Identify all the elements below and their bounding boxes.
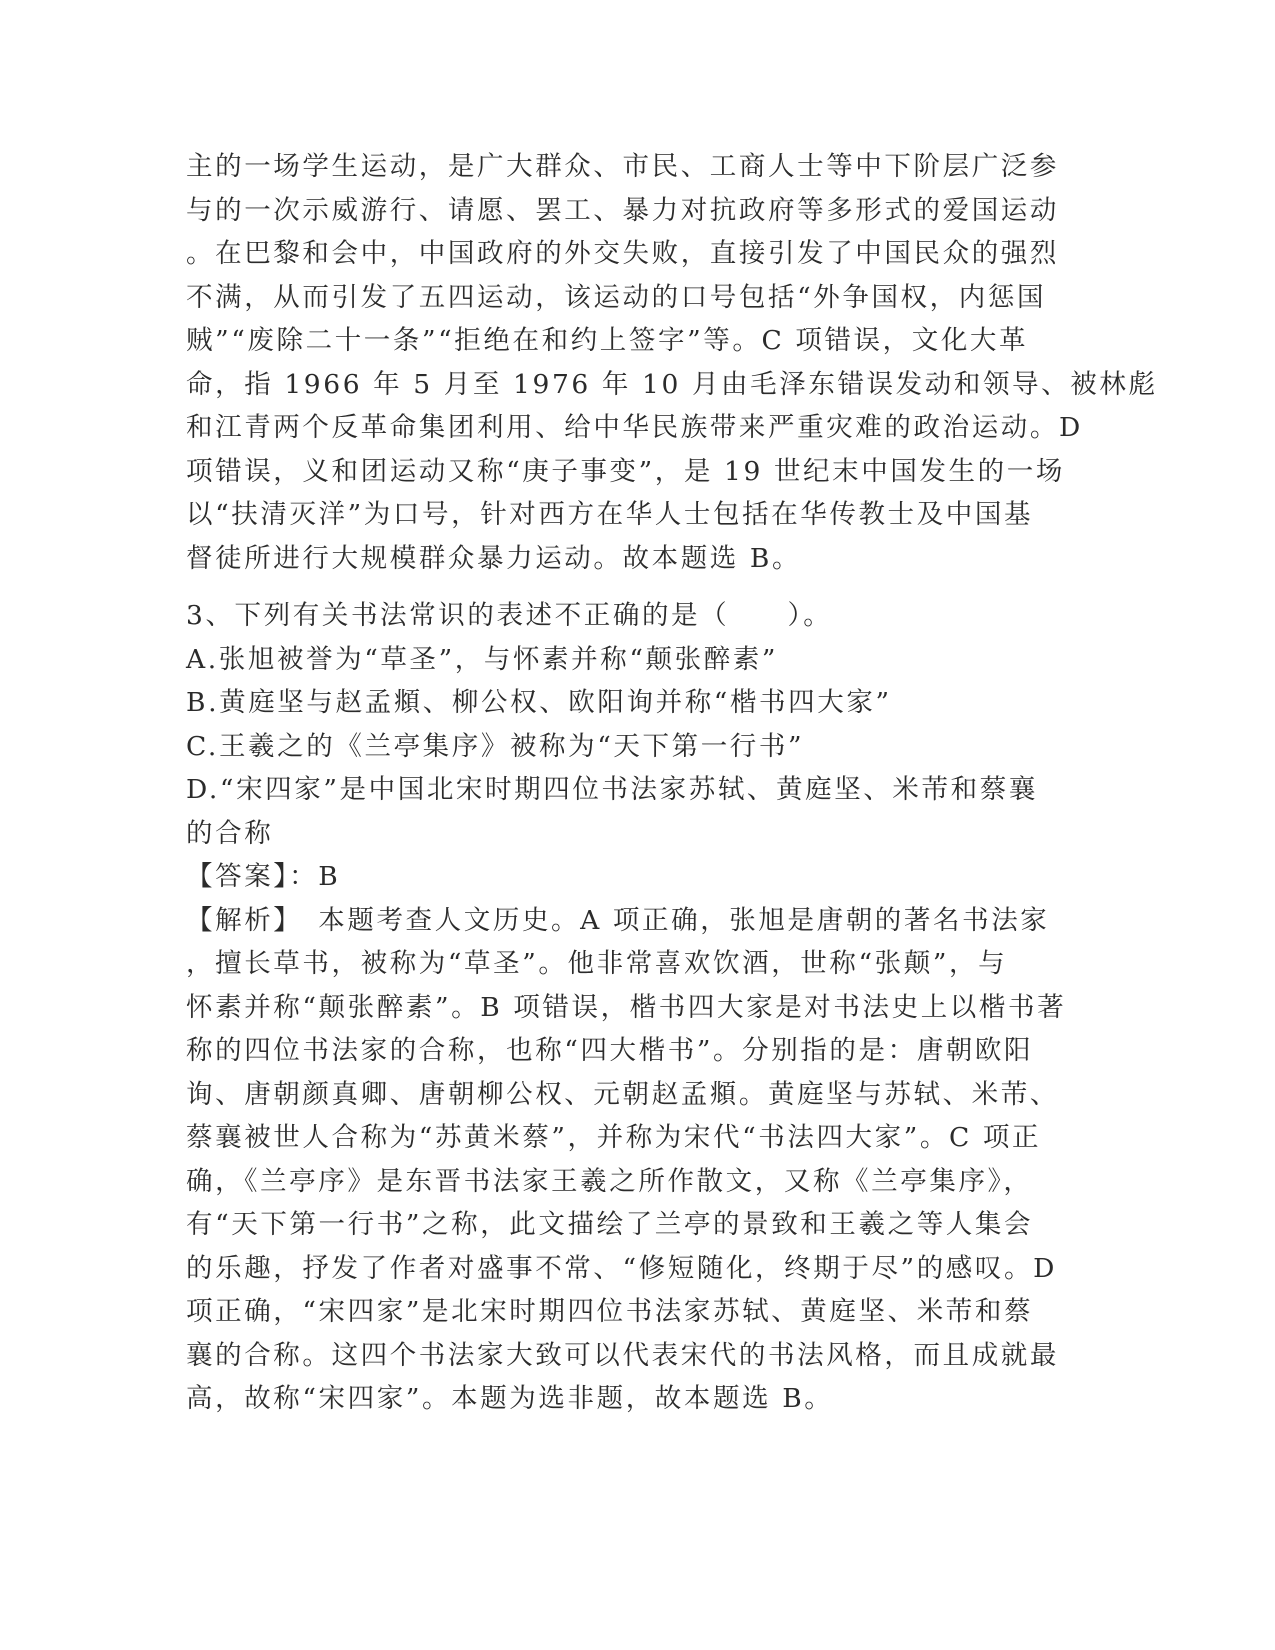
analysis-line: 询、唐朝颜真卿、唐朝柳公权、元朝赵孟頫。黄庭坚与苏轼、米芾、 xyxy=(186,1078,1059,1110)
analysis-line: 怀素并称“颠张醉素”。B 项错误，楷书四大家是对书法史上以楷书著 xyxy=(186,991,1067,1023)
analysis-line: 项正确，“宋四家”是北宋时期四位书法家苏轼、黄庭坚、米芾和蔡 xyxy=(186,1296,1034,1327)
answer-line: 【答案】：B xyxy=(186,861,341,892)
option-d: D.“宋四家”是中国北宋时期四位书法家苏轼、黄庭坚、米芾和蔡襄 xyxy=(186,774,1038,805)
document-page xyxy=(186,145,1158,1421)
previous-explanation xyxy=(186,145,1158,580)
analysis-line: 【解析】 本题考查人文历史。A 项正确，张旭是唐朝的著名书法家 xyxy=(186,904,1050,936)
text-line: 命，指 1966 年 5 月至 1976 年 10 月由毛泽东错误发动和领导、被林彪 xyxy=(186,368,1158,400)
text-line: 以“扶清灭洋”为口号，针对西方在华人士包括在华传教士及中国基 xyxy=(186,499,1034,530)
analysis-line: 有“天下第一行书”之称，此文描绘了兰亭的景致和王羲之等人集会 xyxy=(186,1209,1034,1240)
text-line: 主的一场学生运动，是广大群众、市民、工商人士等中下阶层广泛参 xyxy=(186,151,1059,182)
analysis-line: 蔡襄被世人合称为“苏黄米蔡”，并称为宋代“书法四大家”。C 项正 xyxy=(186,1122,1042,1153)
text-line: 。在巴黎和会中，中国政府的外交失败，直接引发了中国民众的强烈 xyxy=(186,238,1059,269)
text-line: 督徒所进行大规模群众暴力运动。故本题选 B。 xyxy=(186,542,802,574)
text-line: 和江青两个反革命集团利用、给中华民族带来严重灾难的政治运动。D xyxy=(186,412,1083,443)
text-line: 项错误，义和团运动又称“庚子事变”，是 19 世纪末中国发生的一场 xyxy=(186,455,1065,487)
option-c: C.王羲之的《兰亭集序》被称为“天下第一行书” xyxy=(186,730,805,762)
question-stem: 3、下列有关书法常识的表述不正确的是（ ）。 xyxy=(186,600,833,631)
text-line: 与的一次示威游行、请愿、罢工、暴力对抗政府等多形式的爱国运动 xyxy=(186,194,1059,226)
analysis-line: 的乐趣，抒发了作者对盛事不常、“修短随化，终期于尽”的感叹。D xyxy=(186,1252,1057,1284)
option-b: B.黄庭坚与赵孟頫、柳公权、欧阳询并称“楷书四大家” xyxy=(186,687,892,718)
text-line: 不满，从而引发了五四运动，该运动的口号包括“外争国权，内惩国 xyxy=(186,281,1047,313)
analysis-line: 高，故称“宋四家”。本题为选非题，故本题选 B。 xyxy=(186,1383,834,1414)
option-a: A.张旭被誉为“草圣”，与怀素并称“颠张醉素” xyxy=(186,643,779,675)
analysis-line: 襄的合称。这四个书法家大致可以代表宋代的书法风格，而且成就最 xyxy=(186,1339,1059,1371)
analysis-line: 称的四位书法家的合称，也称“四大楷书”。分别指的是：唐朝欧阳 xyxy=(186,1035,1034,1066)
text-line: 贼”“废除二十一条”“拒绝在和约上签字”等。C 项错误，文化大革 xyxy=(186,325,1029,356)
analysis-line: 确，《兰亭序》是东晋书法家王羲之所作散文，又称《兰亭集序》， xyxy=(186,1165,1033,1197)
question-3 xyxy=(186,594,1086,1421)
analysis-line: ，擅长草书，被称为“草圣”。他非常喜欢饮酒，世称“张颠”，与 xyxy=(186,948,1008,979)
option-d-continued: 的合称 xyxy=(186,817,274,849)
paragraph-gap xyxy=(186,580,1086,594)
